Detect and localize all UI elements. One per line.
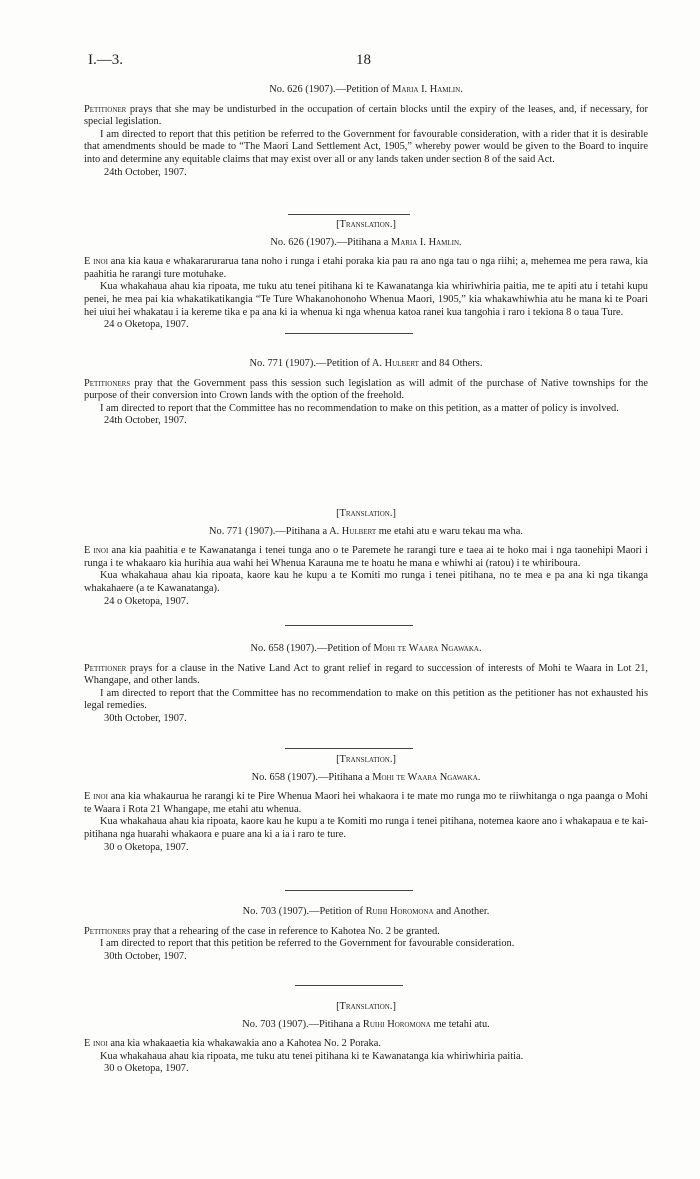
small-caps-name: Ruihi Horomona [365, 906, 434, 917]
section-divider [285, 333, 413, 334]
small-caps-name: Maria I. Hamlin [390, 236, 460, 248]
text-run: me tetahi atu. [430, 1018, 490, 1030]
petition-prayer [84, 378, 648, 403]
petition-prayer [84, 545, 648, 570]
text-run: ana kia whakaurua he rarangi ki te Pire Whenua Maori hei whakaora i te mate mo runga mo te riiwhitanga o nga paanga o Mohi te Waara i Rota 21 Whangape, me etahi atu whenua. [84, 791, 648, 815]
text-run: No. 626 (1907).—Pitihana a [270, 236, 391, 248]
small-caps-name: Petitioners [84, 925, 131, 937]
small-caps-name: E inoi [84, 791, 108, 803]
small-caps-name: Petitioners [84, 377, 131, 389]
section-divider [285, 748, 413, 749]
report-date: 30th October, 1907. [104, 712, 187, 724]
page-number: 18 [356, 52, 371, 68]
text-run: me etahi atu e waru tekau ma wha. [376, 525, 523, 537]
small-caps-name: E inoi [84, 1038, 108, 1050]
text-run: No. 703 (1907).—Petition of [242, 906, 366, 917]
section-divider [288, 214, 410, 215]
petition-title [84, 526, 648, 539]
small-caps-name: Hulbert [341, 525, 377, 537]
committee-report [84, 938, 648, 951]
petition-prayer [84, 256, 648, 281]
report-date: 24th October, 1907. [104, 415, 187, 427]
small-caps-name: Ruihi Horomona [362, 1018, 431, 1030]
petition-section [84, 84, 648, 179]
text-run: . [460, 84, 463, 95]
petition-prayer [84, 104, 648, 129]
report-date: 30 o Oketopa, 1907. [104, 841, 189, 853]
text-run: Kua whakahaua ahau kia ripoata, kaore kau he kupu a te Komiti mo runga i tenei pitihana, no te mea e pa ana ki nga tikanga whakahaere (a te Kawanatanga). [84, 570, 648, 594]
small-caps-name: Petitioner [84, 103, 127, 115]
text-run: Kua whakahaua ahau kia ripoata, me tuku atu tenei pitihana ki te Kawanatanga kia whiriwhiria paitia. [100, 1050, 524, 1062]
committee-report [84, 129, 648, 167]
text-run: . [459, 236, 462, 248]
petition-prayer [84, 791, 648, 816]
petition-prayer [84, 926, 648, 939]
petition-title [84, 237, 648, 250]
text-run: pray that the Government pass this session such legislation as will admit of the purchase of Native townships for the purpose of their conversion into Crown lands with the option of the freehold. [84, 377, 648, 402]
text-run: No. 658 (1907).—Petition of [250, 643, 374, 654]
translation-label: [Translation.] [336, 754, 396, 765]
text-run: No. 626 (1907).—Petition of [269, 84, 393, 95]
petition-section [84, 358, 648, 428]
report-date: 24 o Oketopa, 1907. [104, 319, 189, 331]
section-divider [285, 625, 413, 626]
petition-title [84, 643, 648, 656]
text-run: No. 771 (1907).—Petition of A. [249, 358, 385, 369]
section-divider [285, 890, 413, 891]
report-date: 30 o Oketopa, 1907. [104, 1063, 189, 1075]
translation-section [84, 754, 648, 854]
text-run: ana kia whakaaetia kia whakawakia ano a Kahotea No. 2 Poraka. [107, 1038, 381, 1050]
petition-prayer [84, 663, 648, 688]
committee-report [84, 816, 648, 841]
translation-label: [Translation.] [336, 219, 396, 230]
text-run: ana kia kaua e whakararurarua tana noho i runga i etahi poraka kia pau ra ano nga tau o nga riihi; a, mehemea me pera rawa, kia paahitia he rarangi ture motuhake. [84, 256, 648, 280]
text-run: I am directed to report that this petition be referred to the Government for favourable consideration, with a rider that it is desirable that amendments should be made to “The Maori Land Settlement Act, 1905,” whereby power would be given to the Board to inquire into and determine any equitable claims that may exist over all or any lands taken under section 8 of the said Act. [84, 128, 648, 165]
text-run: Kua whakahaua ahau kia ripoata, me tuku atu tenei pitihana ki te Kawanatanga kia whiriwhiria paitia, me te apiti atu i tetahi kupu penei, he mea pai kia whakatikatikangia “Te Ture Whakanohonoho Whenua Maori, 1905,” kia whakawhiwhia atu he mana ki te Poari hei uiui hei whakatau i ia kereme tika e pa ana ki ia whenua ki nga whenua katoa ranei kua tangohia i raro i tekiona 8 o taua Ture. [84, 281, 648, 318]
petition-title [84, 358, 648, 371]
translation-label: [Translation.] [336, 1001, 396, 1012]
small-caps-name: E inoi [84, 545, 109, 557]
text-run: No. 658 (1907).—Pitihana a [251, 771, 373, 783]
text-run: Kua whakahaua ahau kia ripoata, kaore kau he kupu a te Komiti mo runga i tenei pitihana, notemea kaore ano i whakapaua e te kai-pitihana nga huarahi whakaora e puare ana ki a ia i raro te ture. [84, 816, 648, 840]
small-caps-name: Maria I. Hamlin [392, 84, 461, 95]
text-run: prays that she may be undisturbed in the occupation of certain blocks until the expiry of the leases, and, if necessary, for special legislation. [84, 103, 648, 128]
text-run: prays for a clause in the Native Land Act to grant relief in regard to succession of interests of Mohi te Waara in Lot 21, Whangape, and other lands. [84, 662, 648, 687]
translation-section [84, 1001, 648, 1076]
committee-report [84, 403, 648, 416]
small-caps-name: Hulbert [384, 358, 419, 369]
small-caps-name: Petitioner [84, 662, 127, 674]
small-caps-name: Mohi te Waara Ngawaka [373, 643, 479, 654]
text-run: I am directed to report that the Committee has no recommendation to make on this petition, as a matter of policy is involved. [100, 402, 619, 414]
petition-section [84, 643, 648, 726]
translation-label: [Translation.] [336, 508, 396, 519]
text-run: I am directed to report that this petition be referred to the Government for favourable consideration. [100, 938, 515, 950]
committee-report [84, 1051, 648, 1064]
small-caps-name: Mohi te Waara Ngawaka [372, 771, 478, 783]
report-date: 30th October, 1907. [104, 950, 187, 962]
document-reference: I.—3. [88, 52, 123, 68]
report-date: 24 o Oketopa, 1907. [104, 595, 189, 607]
text-run: I am directed to report that the Committee has no recommendation to make on this petition as the petitioner has not exhausted his legal remedies. [84, 687, 648, 712]
text-run: . [477, 771, 481, 783]
text-run: and Another. [433, 906, 490, 917]
committee-report [84, 281, 648, 319]
text-run: pray that a rehearing of the case in reference to Kahotea No. 2 be granted. [130, 925, 440, 937]
petition-title [84, 1019, 648, 1032]
committee-report [84, 570, 648, 595]
report-date: 24th October, 1907. [104, 166, 187, 178]
text-run: and 84 Others. [418, 358, 483, 369]
petition-prayer [84, 1038, 648, 1051]
petition-title [84, 906, 648, 919]
translation-section [84, 219, 648, 332]
translation-section [84, 508, 648, 608]
petition-title [84, 84, 648, 97]
petition-section [84, 906, 648, 963]
text-run: . [478, 643, 482, 654]
text-run: ana kia paahitia e te Kawanatanga i tenei tunga ano o te Paremete he rarangi ture e taea ai te hoko mai i nga taonehipi Maori i runga i te whakaaro kia hurihia aua wahi hei Whenua Karauna me te hoatu he mana e whiwhi ai (ratou) i te whiriboura. [84, 545, 649, 569]
small-caps-name: E inoi [84, 256, 108, 268]
text-run: No. 771 (1907).—Pitihana a A. [209, 525, 342, 537]
text-run: No. 703 (1907).—Pitihana a [242, 1018, 363, 1030]
section-divider [295, 985, 403, 986]
petition-title [84, 772, 648, 785]
committee-report [84, 688, 648, 713]
